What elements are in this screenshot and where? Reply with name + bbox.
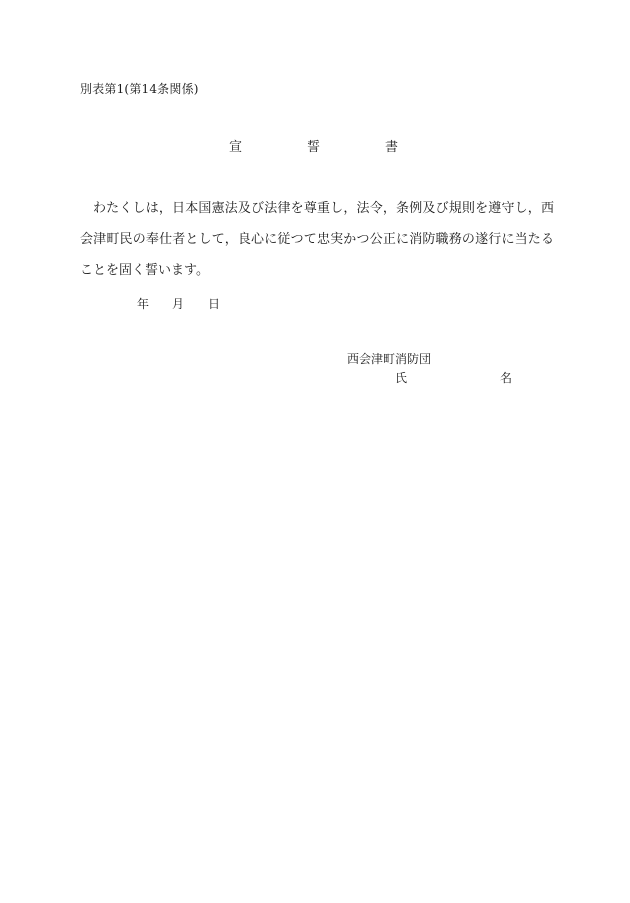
oath-body-text: わたくしは，日本国憲法及び法律を尊重し，法令，条例及び規則を遵守し，西会津町民の奉仕者として，良心に従つて忠実かつ公正に消防職務の遂行に当たることを固く誓います。 [80,201,554,278]
title-char-2: 誓 [307,140,321,155]
name-label-given: 名 [500,371,513,385]
date-day-label: 日 [208,297,221,311]
title-char-3: 書 [385,140,399,155]
date-year-label: 年 [137,297,150,311]
annex-label: 別表第1(第14条関係) [80,82,199,96]
name-label-surname: 氏 [395,371,408,385]
title-char-1: 宣 [229,140,243,155]
organization-name: 西会津町消防団 [347,352,432,366]
date-month-label: 月 [172,297,185,311]
